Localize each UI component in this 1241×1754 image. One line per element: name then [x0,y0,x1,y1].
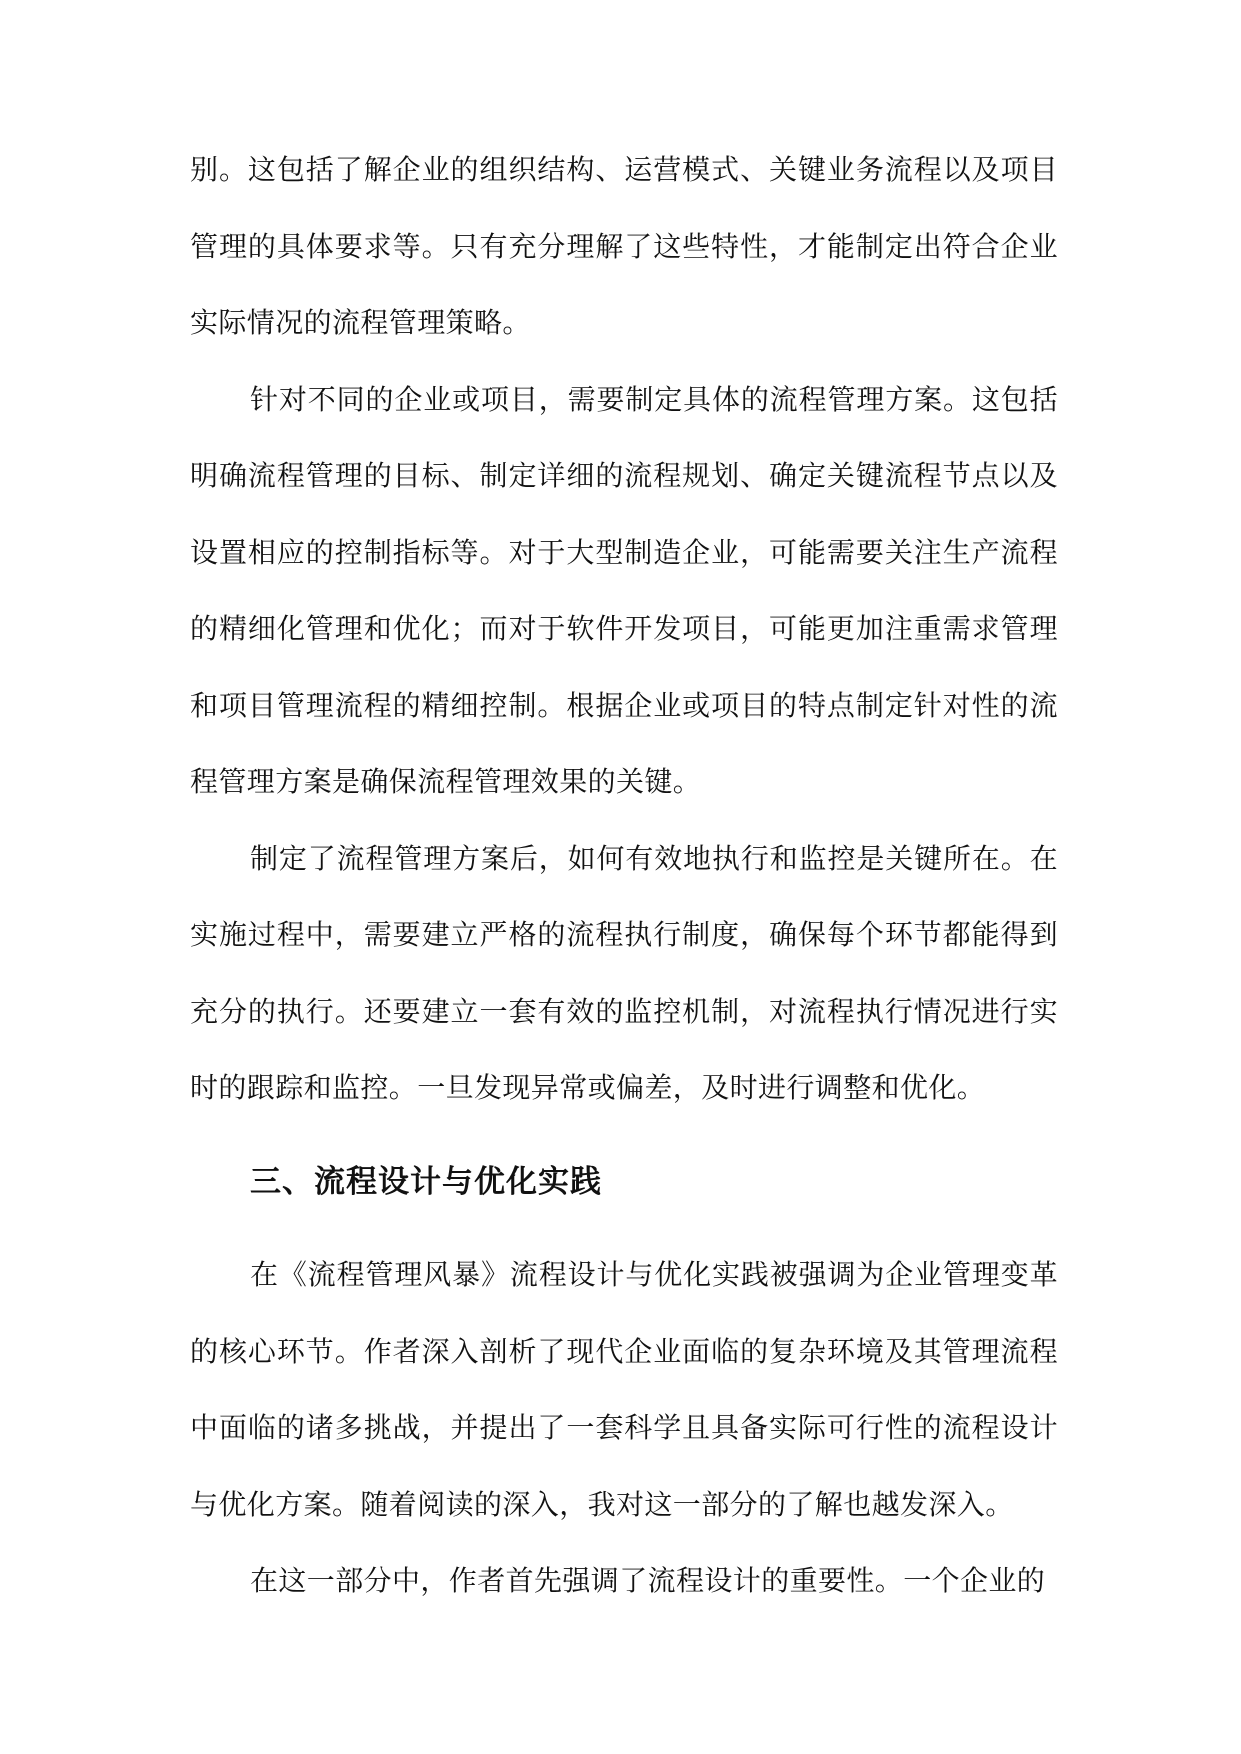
section-heading: 三、流程设计与优化实践 [250,1164,602,1200]
body-text-top [190,132,1058,1127]
paragraph-execution-monitoring: 制定了流程管理方案后，如何有效地执行和监控是关键所在。在实施过程中，需要建立严格的流程执行制度，确保每个环节都能得到充分的执行。还要建立一套有效的监控机制，对流程执行情况进行实时的跟踪和监控。一旦发现异常或偏差，及时进行调整和优化。 [190,841,1058,1104]
paragraph-process-plan: 针对不同的企业或项目，需要制定具体的流程管理方案。这包括明确流程管理的目标、制定详细的流程规划、确定关键流程节点以及设置相应的控制指标等。对于大型制造企业，可能需要关注生产流程的精细化管理和优化；而对于软件开发项目，可能更加注重需求管理和项目管理流程的精细控制。根据企业或项目的特点制定针对性的流程管理方案是确保流程管理效果的关键。 [190,382,1058,798]
paragraph-design-importance: 在这一部分中，作者首先强调了流程设计的重要性。一个企业的 [250,1564,1046,1597]
paragraph-design-optimization: 在《流程管理风暴》流程设计与优化实践被强调为企业管理变革的核心环节。作者深入剖析了现代企业面临的复杂环境及其管理流程中面临的诸多挑战，并提出了一套科学且具备实际可行性的流程设计与优化方案。随着阅读的深入，我对这一部分的了解也越发深入。 [190,1258,1058,1521]
body-text-bottom [190,1237,1058,1620]
paragraph-continuation: 别。这包括了解企业的组织结构、运营模式、关键业务流程以及项目管理的具体要求等。只有充分理解了这些特性，才能制定出符合企业实际情况的流程管理策略。 [190,153,1058,339]
